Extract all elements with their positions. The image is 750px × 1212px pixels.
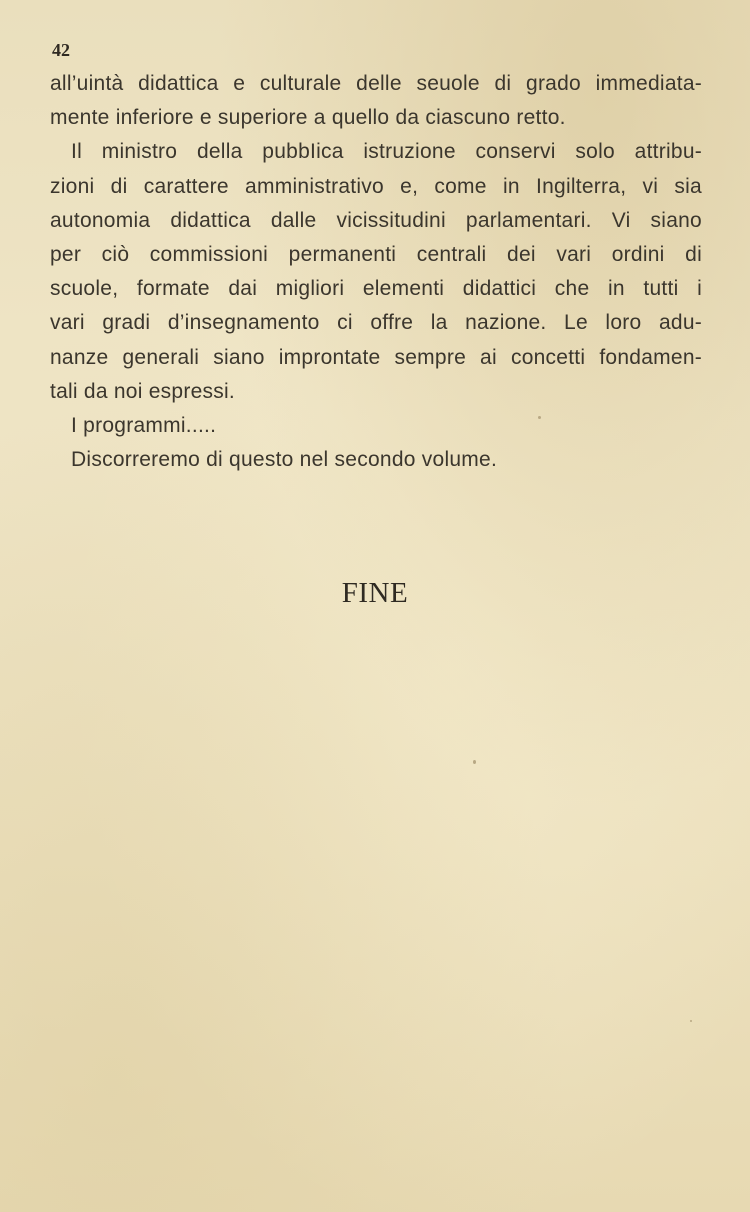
text-line: per ciò commissioni permanenti centrali dei vari ordini di [50,243,702,267]
text-line: scuole, formate dai migliori elementi didattici che in tutti i [50,277,702,301]
page-number: 42 [52,40,70,60]
text-line: Il ministro della pubbIica istruzione conservi solo attribu- [71,140,702,164]
text-line: autonomia didattica dalle vicissitudini parlamentari. Vi siano [50,208,702,232]
text-line: tali da noi espressi. [50,379,236,403]
paper-speck [473,760,476,764]
paper-speck [690,1020,692,1022]
paper-speck [538,416,541,419]
ending-title: FINE [341,577,409,609]
text-line: zioni di carattere amministrativo e, come in Ingilterra, vi sia [50,174,702,198]
body-text [50,67,702,477]
text-line: mente inferiore e superiore a quello da ciascuno retto. [50,106,566,130]
text-line: nanze generali siano improntate sempre ai concetti fondamen- [50,345,702,369]
text-line: Discorreremo di questo nel secondo volume. [71,448,498,472]
text-line: all’uintà didattica e culturale delle seuole di grado immediata- [50,72,702,95]
text-line: I programmi..... [71,414,217,438]
text-line: vari gradi d’insegnamento ci offre la nazione. Le loro adu- [50,311,702,335]
